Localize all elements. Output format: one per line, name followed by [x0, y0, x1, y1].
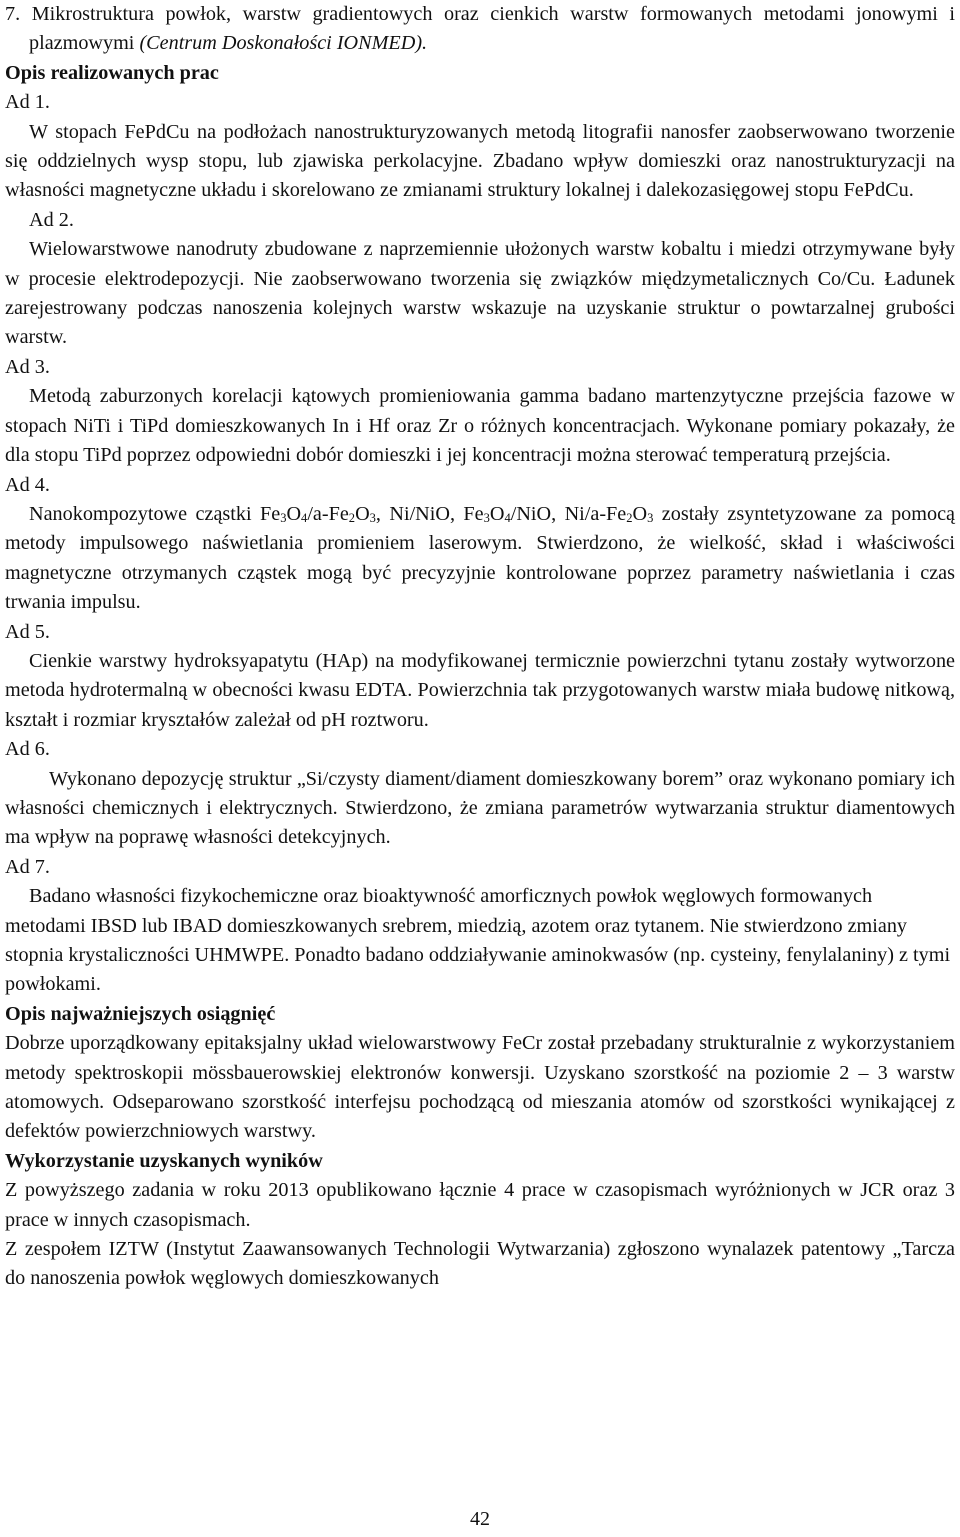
item-label-ad4: Ad 4.: [5, 473, 50, 496]
item-text-ad3: Metodą zaburzonych korelacji kątowych promieniowania gamma badano martenzytyczne przejścia fazowe w stopach NiTi i TiPd domieszkowanych In i Hf oraz Zr o różnych koncentracjach. Wykonane pomiary pokazały, że dla stopu TiPd poprzez odpowiedni dobór domieszki i jej koncentracji można sterować temperaturą przejścia.: [5, 385, 955, 467]
formula-fe3o4-nio: $Fe_3O_4$/NiO,: [463, 502, 557, 525]
item-label-ad1: Ad 1.: [5, 91, 50, 114]
formula-fe3o4-fe2o3: $Fe_3O_4/a-Fe_2O_3$,: [260, 502, 381, 525]
item-text-ad5: Cienkie warstwy hydroksyapatytu (HAp) na modyfikowanej termicznie powierzchni tytanu zostały wytworzone metoda hydrotermalną w obecności kwasu EDTA. Powierzchnia tak przygotowanych warstw miała budowę nitkową, kształt i rozmiar kryształów zależał od pH roztworu.: [5, 649, 955, 731]
item-label-ad3: Ad 3.: [5, 355, 50, 378]
works-heading: Opis realizowanych prac: [5, 61, 219, 84]
usage-text-1: Z powyższego zadania w roku 2013 opublikowano łącznie 4 prace w czasopismach wyróżnionych w JCR oraz 3 prace w innych czasopismach.: [5, 1179, 955, 1231]
ad4-rest: zostały zsyntetyzowane za pomocą metody impulsowego naświetlania promieniem laserowym. Stwierdzono, że wielkość, skład i właściwości magnetyczne otrzymanych cząstek mogą być precyzyjnie kontrolowane poprzez parametry naświetlania i czas trwania impulsu.: [5, 502, 955, 614]
item-label-ad7: Ad 7.: [5, 855, 50, 878]
usage-heading: Wykorzystanie uzyskanych wyników: [5, 1149, 323, 1172]
formula-ni-fe2o3: $Ni/a-Fe_2O_3$: [564, 502, 654, 525]
achievements-heading: Opis najważniejszych osiągnięć: [5, 1002, 276, 1025]
item-text-ad2: Wielowarstwowe nanodruty zbudowane z naprzemiennie ułożonych warstw kobaltu i miedzi otrzymywane były w procesie elektrodepozycji. Nie zaobserwowano tworzenia się związków międzymetalicznych Co/Cu. Ładunek zarejestrowany podczas nanoszenia kolejnych warstw wskazuje na uzyskanie struktur o powtarzalnej grubości warstw.: [5, 238, 955, 349]
formula-ni-nio: Ni/NiO,: [389, 502, 455, 525]
item-label-ad6: Ad 6.: [5, 738, 50, 761]
ad4-intro: Nanokompozytowe cząstki: [29, 502, 252, 525]
section-title-italic: (Centrum Doskonałości IONMED).: [139, 32, 428, 55]
section-heading: [5, 0, 955, 59]
achievements-text: Dobrze uporządkowany epitaksjalny układ wielowarstwowy FeCr został przebadany strukturalnie z wykorzystaniem metody spektroskopii mössbauerowskiej elektronów konwersji. Uzyskano szorstkość na poziomie 2 – 3 warstw atomowych. Odseparowano szorstkość interfejsu pochodzącą od mieszania atomów od szorstkości wynikającej z defektów powierzchniowych warstwy.: [5, 1032, 955, 1143]
item-label-ad2: Ad 2.: [29, 208, 74, 231]
section-title: Mikrostruktura powłok, warstw gradientowych oraz cienkich warstw formowanych metodami jonowymi i plazmowymi: [29, 3, 955, 55]
page-number: 42: [470, 1508, 490, 1530]
item-text-ad6: Wykonano depozycję struktur „Si/czysty diament/diament domieszkowany borem” oraz wykonano pomiary ich własności chemicznych i elektrycznych. Stwierdzono, że zmiana parametrów wytwarzania struktur diamentowych ma wpływ na poprawę własności detekcyjnych.: [5, 767, 955, 849]
item-text-ad7: Badano własności fizykochemiczne oraz bioaktywność amorficznych powłok węglowych formowanych metodami IBSD lub IBAD domieszkowanych srebrem, miedzią, azotem oraz tytanem. Nie stwierdzono zmiany stopnia krystaliczności UHMWPE. Ponadto badano oddziaływanie aminokwasów (np. cysteiny, fenylalaniny) z tymi powłokami.: [5, 885, 951, 996]
section-number: 7.: [5, 3, 21, 25]
usage-text-2: Z zespołem IZTW (Instytut Zaawansowanych Technologii Wytwarzania) zgłoszono wynalazek patentowy „Tarcza do nanoszenia powłok węglowych domieszkowanych: [5, 1238, 955, 1290]
item-text-ad4: [5, 500, 955, 618]
item-label-ad5: Ad 5.: [5, 620, 50, 643]
item-text-ad1: W stopach FePdCu na podłożach nanostrukturyzowanych metodą litografii nanosfer zaobserwowano tworzenie się oddzielnych wysp stopu, lub zjawiska perkolacyjne. Zbadano wpływ domieszki oraz nanostrukturyzacji na własności magnetyczne układu i skorelowano ze zmianami struktury lokalnej i dalekozasięgowej stopu FePdCu.: [5, 120, 955, 202]
document-page: [5, 0, 955, 1294]
